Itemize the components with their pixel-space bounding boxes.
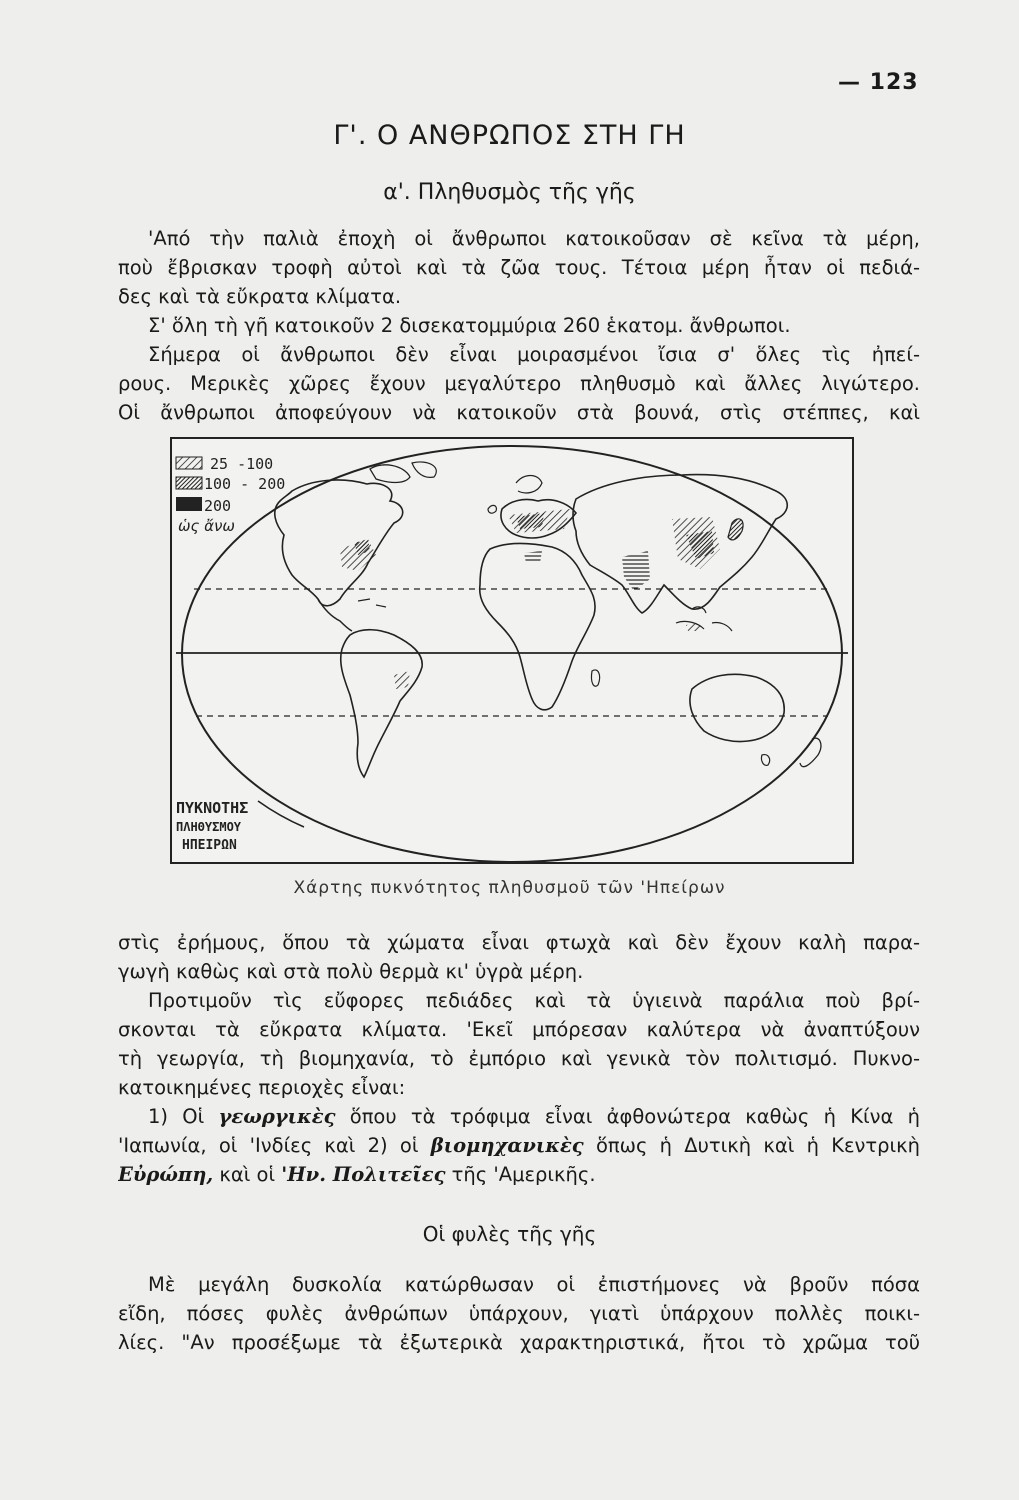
text-line: Μὲ μεγάλη δυσκολία κατώρθωσαν οἱ ἐπιστήμονες νὰ βροῦν πόσα <box>148 1273 920 1296</box>
legend-label-mid: 100 - 200 <box>204 475 286 493</box>
australia-shape <box>690 674 784 741</box>
text-line: Σ' ὅλη τὴ γῆ κατοικοῦν 2 δισεκατομμύρια 260 ἑκατομ. ἄνθρωποι. <box>148 314 791 337</box>
final-paragraph <box>118 1270 920 1357</box>
world-map-drawing <box>172 439 852 862</box>
caribbean-islands <box>358 599 386 607</box>
text-line: σκονται τὰ εὔκρατα κλίματα. 'Εκεῖ μπόρεσαν καλύτερα νὰ ἀναπτύξουν <box>118 1018 920 1041</box>
list-text: ὅπου τὰ τρόφιμα εἶναι ἀφθονώτερα καθὼς ἡ Κίνα ἡ <box>349 1105 920 1128</box>
text-line: στὶς ἐρήμους, ὅπου τὰ χώματα εἶναι φτωχὰ καὶ δὲν ἔχουν καλὴ παρα- <box>118 931 920 954</box>
sa-density-area <box>394 671 410 689</box>
text-line: εἴδη, πόσες φυλὲς ἀνθρώπων ὑπάρχουν, γιατὶ ὑπάρχουν πολλὲς ποικι- <box>118 1302 920 1325</box>
greenland-shape <box>370 465 410 483</box>
body-paragraph <box>118 928 920 1189</box>
africa-shape <box>480 544 595 710</box>
south-america-shape <box>341 630 422 777</box>
java-density-area <box>686 623 700 631</box>
map-label <box>176 799 248 853</box>
text-line: δες καὶ τὰ εὔκρατα κλίματα. <box>118 285 402 308</box>
japan-shape <box>728 519 743 540</box>
tasmania-shape <box>761 755 769 766</box>
section-title: α'. Πληθυσμὸς τῆς γῆς <box>383 180 636 205</box>
map-legend <box>176 455 285 535</box>
legend-label-high: 200 <box>204 497 232 515</box>
text-line: ποὺ ἔβρισκαν τροφὴ αὐτοὶ καὶ τὰ ζῶα τους. Τέτοια μέρη ἦταν οἱ πεδιά- <box>118 256 920 279</box>
globe-outline <box>182 446 842 862</box>
intro-paragraph <box>118 224 920 427</box>
text-line: Σήμερα οἱ ἄνθρωποι δὲν εἶναι μοιρασμένοι ἴσια σ' ὅλες τὶς ἠπεί- <box>148 343 920 366</box>
arctic-island-shape <box>412 462 436 477</box>
madagascar-shape <box>591 670 599 686</box>
text-line: Οἱ ἄνθρωποι ἀποφεύγουν νὰ κατοικοῦν στὰ βουνά, στὶς στέππες, καὶ <box>118 401 920 424</box>
emphasis-agricultural: γεωργικὲς <box>218 1105 336 1128</box>
label-leader-line <box>258 801 304 827</box>
text-line: Προτιμοῦν τὶς εὔφορες πεδιάδες καὶ τὰ ὑγιεινὰ παράλια ποὺ βρί- <box>148 989 920 1012</box>
legend-swatch-high <box>176 497 202 511</box>
text-line: λίες. "Αν προσέξωμε τὰ ἐξωτερικὰ χαρακτηριστικά, ἤτοι τὸ χρῶμα τοῦ <box>118 1331 920 1354</box>
legend-label-upward: ὡς ἄνω <box>178 517 235 535</box>
list-text: ὅπως ἡ Δυτικὴ καὶ ἡ Κεντρικὴ <box>595 1134 920 1157</box>
list-text: 'Ιαπωνία, οἱ 'Ινδίες καὶ 2) οἱ <box>118 1134 419 1157</box>
text-line: τὴ γεωργία, τὴ βιομηχανία, τὸ ἐμπόριο καὶ γενικὰ τὸν πολιτισμό. Πυκνο- <box>118 1047 920 1070</box>
emphasis-industrial: βιομηχανικὲς <box>430 1134 584 1157</box>
britain-shape <box>488 505 496 513</box>
list-line <box>118 1102 920 1131</box>
section-heading-races: Οἱ φυλὲς τῆς γῆς <box>422 1222 597 1246</box>
map-label-line: ΠΥΚΝΟΤΗΣ <box>176 799 249 817</box>
emphasis-europe: Εὐρώπη, <box>118 1163 214 1186</box>
map-caption: Χάρτης πυκνότητος πληθυσμοῦ τῶν 'Ηπείρων <box>293 878 726 898</box>
text-line: κατοικημένες περιοχὲς εἶναι: <box>118 1076 406 1099</box>
legend-swatch-low <box>176 457 202 469</box>
text-line: 'Από τὴν παλιὰ ἐποχὴ οἱ ἄνθρωποι κατοικοῦσαν σὲ κεῖνα τὰ μέρη, <box>148 227 920 250</box>
list-text: καὶ οἱ <box>219 1163 276 1186</box>
list-line <box>118 1160 920 1189</box>
text-line: ρους. Μερικὲς χῶρες ἔχουν μεγαλύτερο πληθυσμὸ καὶ ἄλλες λιγώτερο. <box>118 372 920 395</box>
emphasis-usa: 'Ην. Πολιτεῖες <box>281 1163 446 1186</box>
chapter-title: Γ'. Ο ΑΝΘΡΩΠΟΣ ΣΤΗ ΓΗ <box>333 120 686 151</box>
list-line <box>118 1131 920 1160</box>
indonesia-islands <box>676 607 732 631</box>
legend-swatch-mid <box>176 477 202 489</box>
india-density-area <box>622 551 650 591</box>
population-density-map <box>170 437 854 864</box>
text-line: γωγὴ καθὼς καὶ στὰ πολὺ θερμὰ κι' ὑγρὰ μέρη. <box>118 960 584 983</box>
legend-label-low: 25 -100 <box>210 455 274 473</box>
map-label-line: ΗΠΕΙΡΩΝ <box>182 838 237 853</box>
list-text: 1) Οἱ <box>148 1105 205 1128</box>
nile-density-area <box>524 551 542 563</box>
page-number: — 123 <box>838 70 919 95</box>
map-label-line: ΠΛΗΘΥΣΜΟΥ <box>176 820 242 834</box>
list-text: τῆς 'Αμερικῆς. <box>451 1163 596 1186</box>
scandinavia-shape <box>516 476 542 493</box>
